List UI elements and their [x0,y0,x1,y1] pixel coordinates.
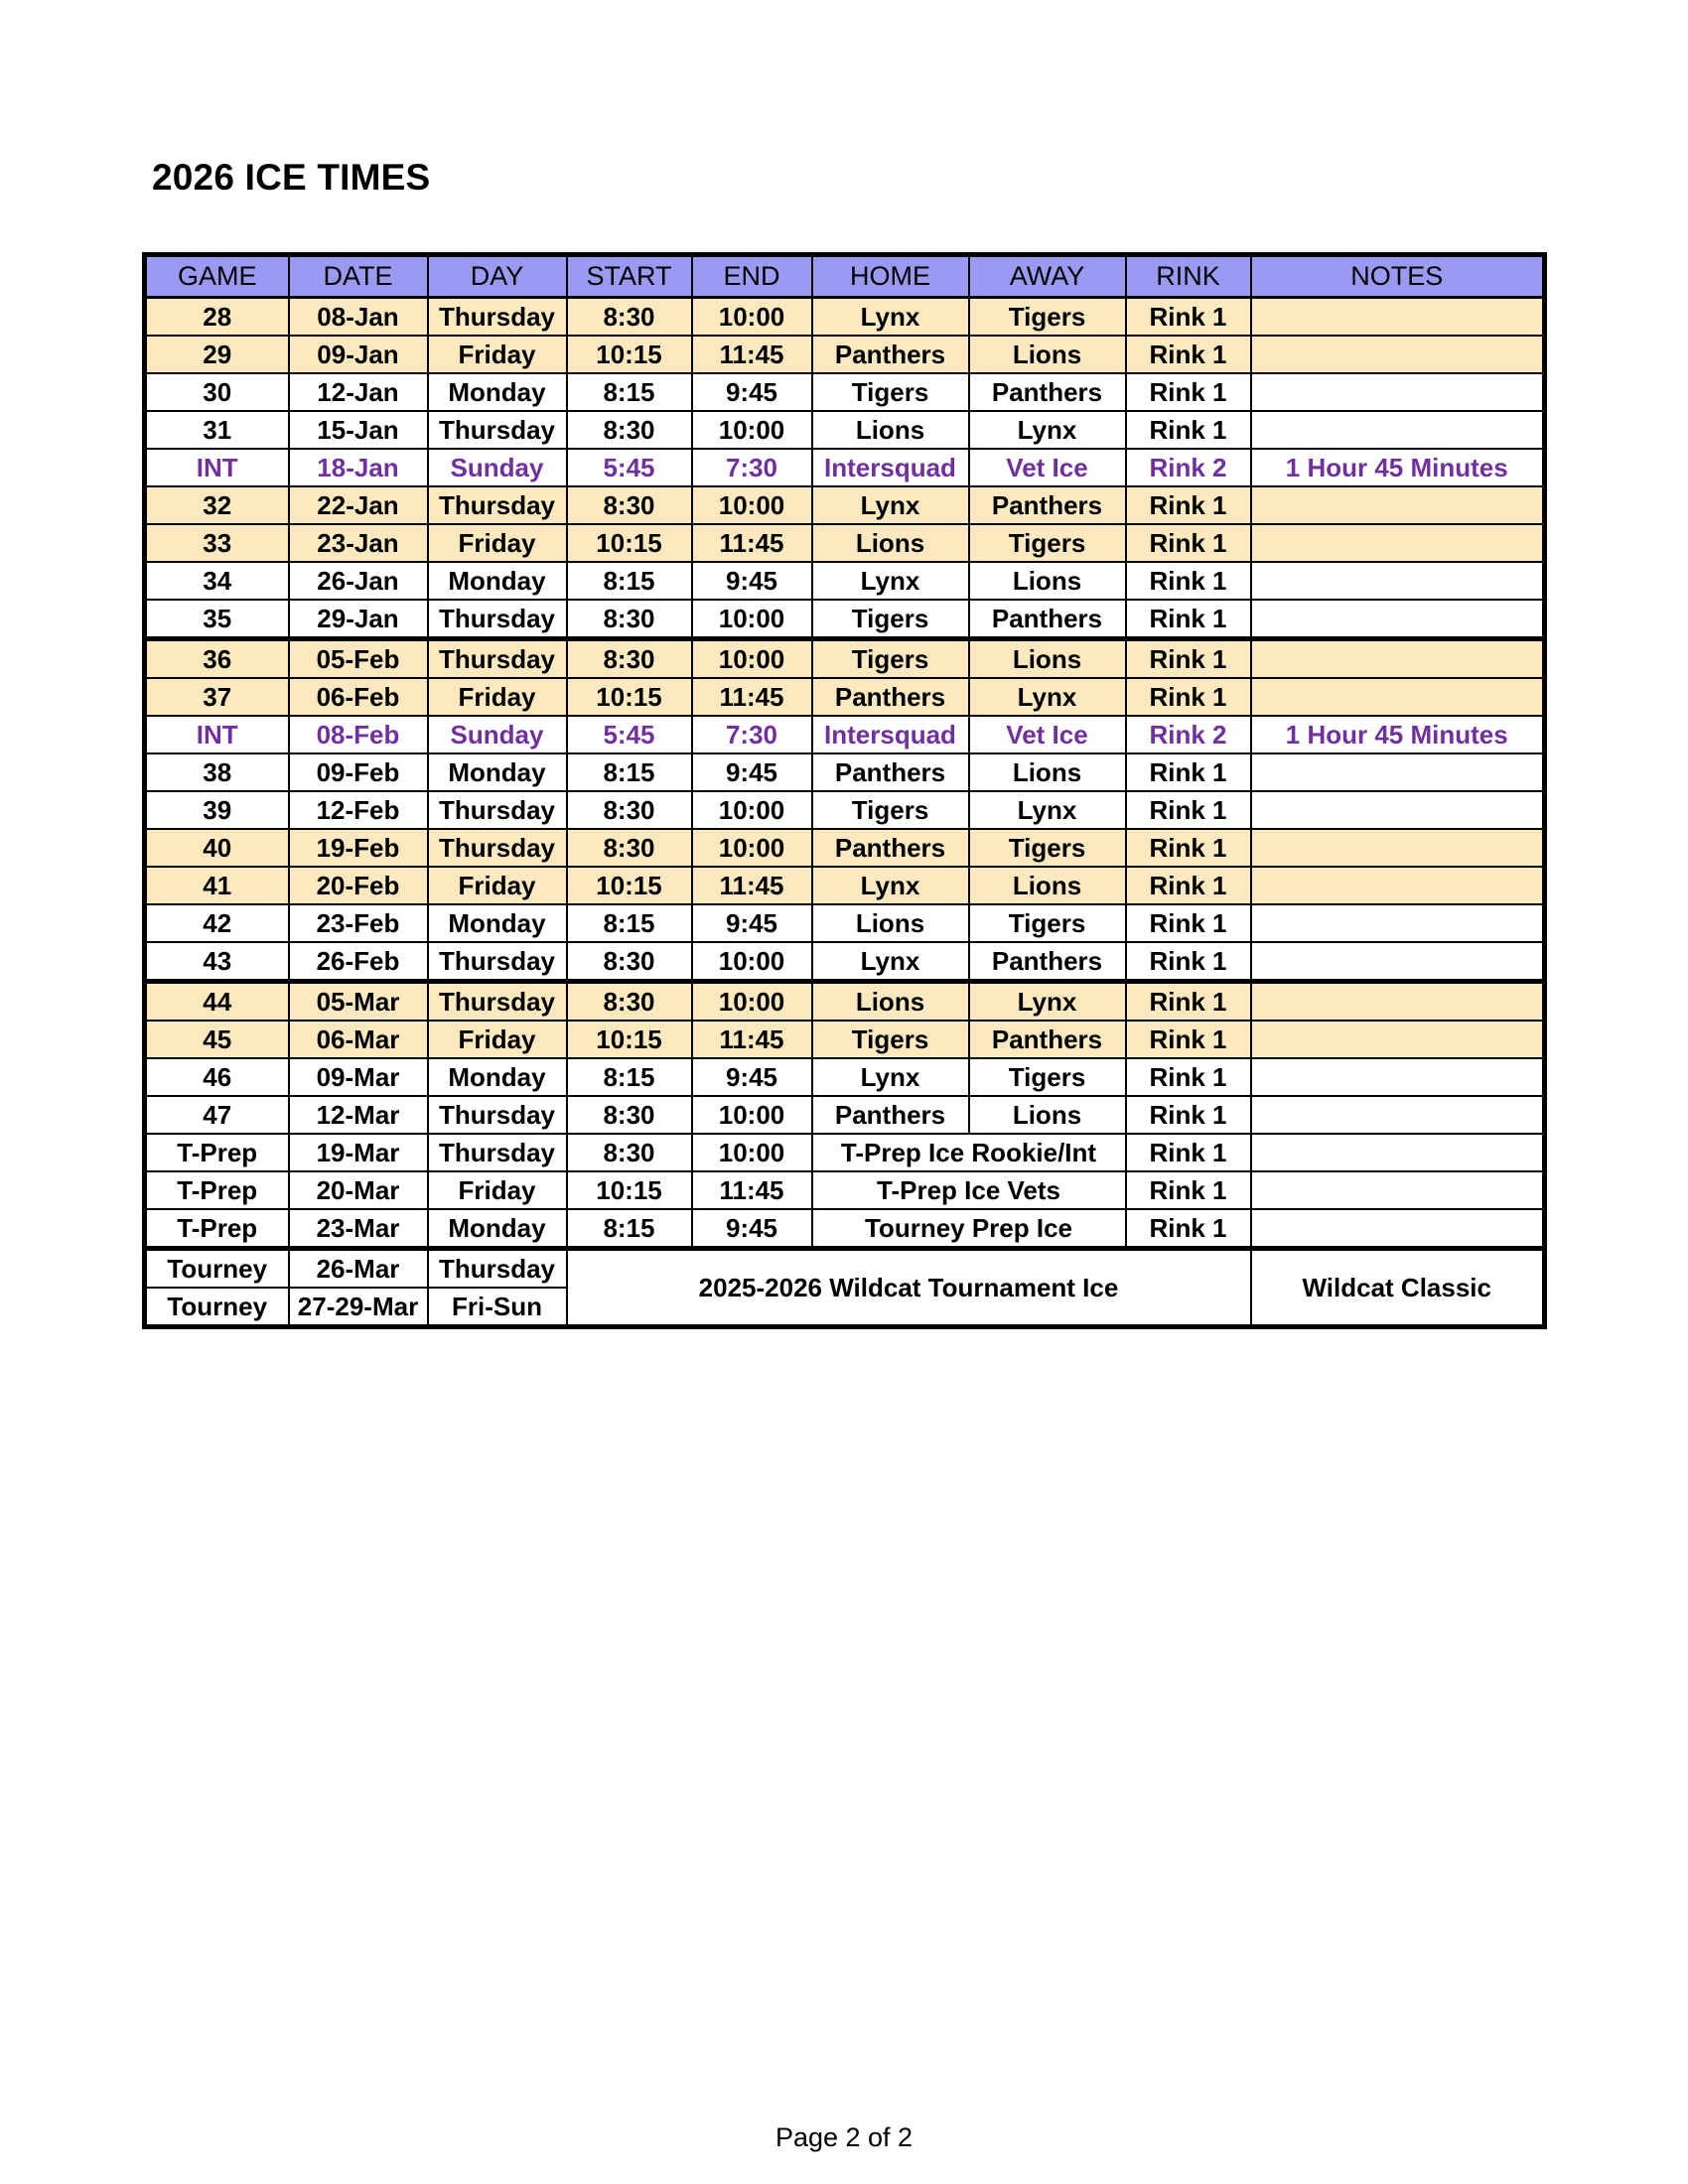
header-game: GAME [145,255,289,298]
cell-rink: Rink 1 [1126,904,1251,942]
cell-away: Tigers [969,904,1126,942]
cell-game: 32 [145,486,289,524]
cell-rink: Rink 1 [1126,1171,1251,1209]
cell-game: 34 [145,562,289,600]
cell-notes [1251,562,1545,600]
cell-end: 7:30 [692,716,812,753]
cell-end: 10:00 [692,639,812,679]
cell-end: 11:45 [692,336,812,373]
cell-end: 7:30 [692,449,812,486]
cell-away: Tigers [969,524,1126,562]
cell-home: Lynx [812,942,969,982]
cell-away: Vet Ice [969,449,1126,486]
cell-date: 26-Feb [289,942,428,982]
cell-end: 9:45 [692,373,812,411]
cell-end: 11:45 [692,678,812,716]
cell-date: 05-Mar [289,982,428,1022]
cell-home: Lynx [812,562,969,600]
cell-date: 20-Feb [289,867,428,904]
cell-game: 35 [145,600,289,639]
cell-rink: Rink 1 [1126,1134,1251,1171]
cell-notes [1251,904,1545,942]
cell-date: 12-Jan [289,373,428,411]
cell-notes [1251,486,1545,524]
cell-start: 8:30 [567,1096,692,1134]
cell-game: 44 [145,982,289,1022]
header-away: AWAY [969,255,1126,298]
cell-date: 06-Mar [289,1021,428,1058]
cell-rink: Rink 1 [1126,336,1251,373]
cell-rink: Rink 1 [1126,753,1251,791]
cell-home: Tigers [812,639,969,679]
cell-day: Thursday [428,1096,567,1134]
cell-rink: Rink 1 [1126,411,1251,449]
cell-notes: 1 Hour 45 Minutes [1251,716,1545,753]
cell-day: Thursday [428,942,567,982]
table-row [145,1058,1545,1096]
cell-day: Friday [428,678,567,716]
cell-rink: Rink 1 [1126,678,1251,716]
cell-home: Lions [812,982,969,1022]
cell-notes [1251,524,1545,562]
cell-away: Lions [969,753,1126,791]
cell-date: 09-Mar [289,1058,428,1096]
table-row [145,1096,1545,1134]
cell-away: Panthers [969,1021,1126,1058]
cell-rink: Rink 1 [1126,867,1251,904]
cell-game: 30 [145,373,289,411]
table-row [145,904,1545,942]
cell-date: 19-Mar [289,1134,428,1171]
cell-day: Sunday [428,716,567,753]
cell-start: 8:15 [567,1058,692,1096]
cell-notes [1251,982,1545,1022]
cell-end: 11:45 [692,524,812,562]
cell-rink: Rink 1 [1126,486,1251,524]
header-date: DATE [289,255,428,298]
cell-day: Monday [428,753,567,791]
cell-home: Lions [812,524,969,562]
header-day: DAY [428,255,567,298]
cell-start: 5:45 [567,449,692,486]
table-row [145,1134,1545,1171]
cell-rink: Rink 2 [1126,716,1251,753]
cell-game: 28 [145,298,289,337]
table-row [145,1249,1545,1289]
cell-away: Lions [969,1096,1126,1134]
cell-day: Thursday [428,600,567,639]
cell-home: Panthers [812,1096,969,1134]
cell-end: 10:00 [692,1096,812,1134]
cell-day: Sunday [428,449,567,486]
cell-date: 18-Jan [289,449,428,486]
table-row [145,1171,1545,1209]
cell-notes [1251,867,1545,904]
cell-away: Panthers [969,486,1126,524]
cell-home: Intersquad [812,716,969,753]
cell-home: Lynx [812,1058,969,1096]
table-row [145,524,1545,562]
cell-home: Intersquad [812,449,969,486]
cell-home: Lions [812,411,969,449]
cell-away: Tigers [969,1058,1126,1096]
cell-day: Fri-Sun [428,1288,567,1327]
cell-day: Thursday [428,486,567,524]
cell-game: 37 [145,678,289,716]
cell-game: 47 [145,1096,289,1134]
cell-day: Friday [428,524,567,562]
cell-notes [1251,1096,1545,1134]
cell-notes [1251,1171,1545,1209]
cell-start: 10:15 [567,678,692,716]
cell-home: Lions [812,904,969,942]
cell-away: Panthers [969,600,1126,639]
cell-notes [1251,411,1545,449]
cell-day: Thursday [428,1134,567,1171]
cell-home: Tigers [812,600,969,639]
cell-date: 12-Feb [289,791,428,829]
cell-start: 8:30 [567,600,692,639]
cell-notes [1251,1021,1545,1058]
cell-end: 10:00 [692,829,812,867]
cell-start: 10:15 [567,867,692,904]
cell-rink: Rink 1 [1126,982,1251,1022]
cell-rink: Rink 1 [1126,942,1251,982]
cell-day: Friday [428,1171,567,1209]
cell-end: 10:00 [692,486,812,524]
table-row [145,298,1545,337]
cell-rink: Rink 1 [1126,298,1251,337]
cell-start: 8:30 [567,486,692,524]
cell-day: Friday [428,867,567,904]
cell-date: 26-Mar [289,1249,428,1289]
header-rink: RINK [1126,255,1251,298]
cell-end: 9:45 [692,1209,812,1249]
cell-date: 22-Jan [289,486,428,524]
cell-date: 19-Feb [289,829,428,867]
cell-start: 8:30 [567,1134,692,1171]
cell-end: 11:45 [692,1021,812,1058]
cell-away: Tigers [969,829,1126,867]
cell-away: Vet Ice [969,716,1126,753]
cell-away: Lynx [969,678,1126,716]
cell-day: Friday [428,1021,567,1058]
cell-day: Thursday [428,1249,567,1289]
cell-game: T-Prep [145,1134,289,1171]
cell-end: 10:00 [692,298,812,337]
cell-game: 33 [145,524,289,562]
cell-rink: Rink 1 [1126,1058,1251,1096]
cell-start: 8:30 [567,298,692,337]
cell-game: 29 [145,336,289,373]
cell-notes [1251,829,1545,867]
cell-rink: Rink 1 [1126,791,1251,829]
cell-end: 11:45 [692,867,812,904]
cell-date: 08-Jan [289,298,428,337]
cell-day: Monday [428,373,567,411]
cell-notes [1251,600,1545,639]
cell-home: Tigers [812,373,969,411]
header-notes: NOTES [1251,255,1545,298]
cell-away: Lions [969,639,1126,679]
cell-notes [1251,298,1545,337]
cell-date: 08-Feb [289,716,428,753]
cell-away: Panthers [969,373,1126,411]
cell-day: Monday [428,562,567,600]
cell-day: Monday [428,1209,567,1249]
table-row [145,867,1545,904]
cell-home: Panthers [812,336,969,373]
cell-day: Friday [428,336,567,373]
cell-game: 46 [145,1058,289,1096]
cell-day: Thursday [428,791,567,829]
cell-away: Lions [969,867,1126,904]
cell-start: 8:15 [567,753,692,791]
cell-rink: Rink 1 [1126,829,1251,867]
table-row [145,411,1545,449]
cell-game: 36 [145,639,289,679]
cell-end: 10:00 [692,1134,812,1171]
cell-game: 45 [145,1021,289,1058]
cell-date: 12-Mar [289,1096,428,1134]
table-row [145,562,1545,600]
cell-notes [1251,753,1545,791]
cell-rink: Rink 1 [1126,524,1251,562]
cell-notes [1251,678,1545,716]
table-row [145,942,1545,982]
cell-date: 09-Jan [289,336,428,373]
cell-home: Lynx [812,486,969,524]
cell-notes [1251,1134,1545,1171]
cell-end: 9:45 [692,753,812,791]
cell-game: 41 [145,867,289,904]
table-row [145,678,1545,716]
cell-notes [1251,1058,1545,1096]
cell-rink: Rink 1 [1126,1209,1251,1249]
cell-start: 8:30 [567,791,692,829]
cell-notes [1251,942,1545,982]
page-number: Page 2 of 2 [774,2122,914,2152]
cell-start: 8:15 [567,373,692,411]
cell-notes [1251,1209,1545,1249]
cell-start: 8:15 [567,904,692,942]
cell-date: 20-Mar [289,1171,428,1209]
table-row [145,829,1545,867]
cell-day: Thursday [428,982,567,1022]
cell-home: Tigers [812,1021,969,1058]
header-start: START [567,255,692,298]
cell-date: 05-Feb [289,639,428,679]
cell-end: 10:00 [692,982,812,1022]
cell-day: Monday [428,1058,567,1096]
page-title: 2026 ICE TIMES [152,157,431,198]
cell-away: Lynx [969,791,1126,829]
cell-matchup: Tourney Prep Ice [812,1209,1126,1249]
cell-rink: Rink 1 [1126,373,1251,411]
cell-home: Panthers [812,678,969,716]
cell-game: 40 [145,829,289,867]
cell-start: 10:15 [567,524,692,562]
cell-game: 31 [145,411,289,449]
cell-home: Tigers [812,791,969,829]
cell-home: Lynx [812,298,969,337]
cell-day: Thursday [428,639,567,679]
cell-away: Panthers [969,942,1126,982]
tournament-notes-cell: Wildcat Classic [1251,1249,1545,1327]
header-home: HOME [812,255,969,298]
cell-date: 23-Mar [289,1209,428,1249]
table-row [145,486,1545,524]
cell-start: 8:30 [567,411,692,449]
cell-away: Lynx [969,982,1126,1022]
cell-rink: Rink 1 [1126,562,1251,600]
cell-home: Panthers [812,829,969,867]
cell-notes [1251,791,1545,829]
cell-rink: Rink 1 [1126,639,1251,679]
cell-day: Thursday [428,829,567,867]
cell-rink: Rink 2 [1126,449,1251,486]
table-row [145,982,1545,1022]
cell-end: 10:00 [692,600,812,639]
cell-matchup: T-Prep Ice Vets [812,1171,1126,1209]
cell-start: 8:30 [567,942,692,982]
table-row [145,449,1545,486]
cell-away: Tigers [969,298,1126,337]
table-row [145,373,1545,411]
cell-start: 10:15 [567,336,692,373]
cell-start: 10:15 [567,1021,692,1058]
cell-game: 38 [145,753,289,791]
cell-end: 11:45 [692,1171,812,1209]
cell-day: Monday [428,904,567,942]
table-row [145,753,1545,791]
table-row [145,791,1545,829]
tournament-event-cell: 2025-2026 Wildcat Tournament Ice [567,1249,1251,1327]
cell-day: Thursday [428,411,567,449]
cell-away: Lynx [969,411,1126,449]
cell-start: 8:30 [567,639,692,679]
cell-end: 9:45 [692,904,812,942]
cell-rink: Rink 1 [1126,600,1251,639]
ice-times-table [142,252,1547,1329]
cell-end: 10:00 [692,791,812,829]
cell-start: 8:15 [567,562,692,600]
cell-rink: Rink 1 [1126,1096,1251,1134]
header-end: END [692,255,812,298]
table-row [145,600,1545,639]
table-row [145,1021,1545,1058]
cell-end: 10:00 [692,411,812,449]
cell-notes: 1 Hour 45 Minutes [1251,449,1545,486]
cell-start: 5:45 [567,716,692,753]
cell-day: Thursday [428,298,567,337]
table-row [145,716,1545,753]
table-row [145,1209,1545,1249]
header-row [145,255,1545,298]
cell-game: 39 [145,791,289,829]
cell-date: 23-Jan [289,524,428,562]
cell-start: 8:30 [567,982,692,1022]
cell-game: T-Prep [145,1209,289,1249]
cell-date: 15-Jan [289,411,428,449]
cell-game: T-Prep [145,1171,289,1209]
cell-away: Lions [969,562,1126,600]
cell-end: 9:45 [692,562,812,600]
cell-home: Panthers [812,753,969,791]
cell-game: INT [145,449,289,486]
cell-date: 06-Feb [289,678,428,716]
cell-start: 8:30 [567,829,692,867]
cell-date: 23-Feb [289,904,428,942]
cell-notes [1251,373,1545,411]
cell-start: 8:15 [567,1209,692,1249]
cell-game: Tourney [145,1288,289,1327]
cell-notes [1251,639,1545,679]
cell-date: 09-Feb [289,753,428,791]
cell-date: 26-Jan [289,562,428,600]
table-row [145,639,1545,679]
schedule-body [145,298,1545,1327]
cell-date: 29-Jan [289,600,428,639]
cell-game: INT [145,716,289,753]
cell-matchup: T-Prep Ice Rookie/Int [812,1134,1126,1171]
cell-end: 9:45 [692,1058,812,1096]
cell-notes [1251,336,1545,373]
cell-game: 42 [145,904,289,942]
cell-away: Lions [969,336,1126,373]
cell-home: Lynx [812,867,969,904]
cell-start: 10:15 [567,1171,692,1209]
cell-game: 43 [145,942,289,982]
cell-game: Tourney [145,1249,289,1289]
table-row [145,336,1545,373]
cell-date: 27-29-Mar [289,1288,428,1327]
cell-rink: Rink 1 [1126,1021,1251,1058]
cell-end: 10:00 [692,942,812,982]
